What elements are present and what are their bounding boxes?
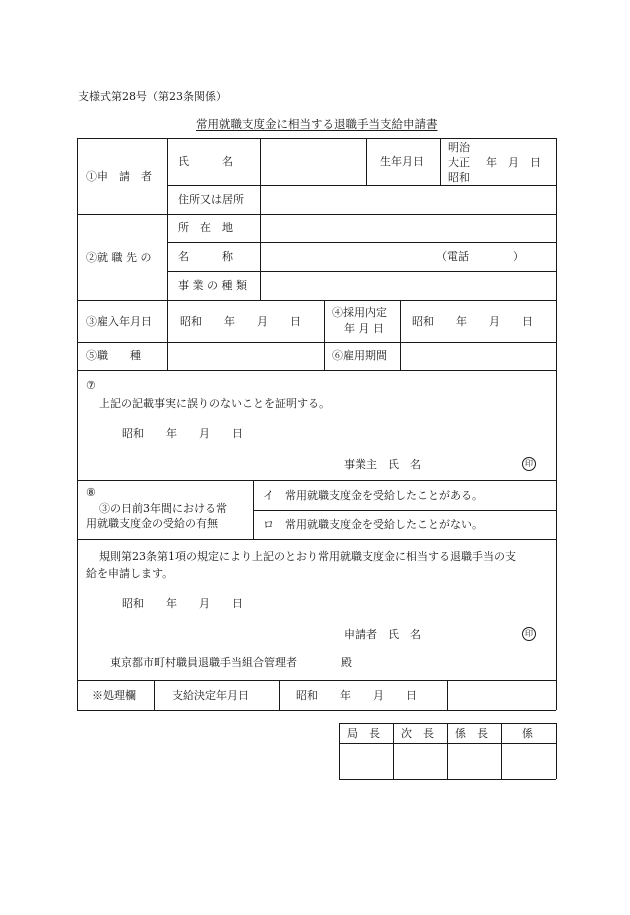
approval-director: 局 長 — [347, 727, 380, 740]
address-field[interactable] — [261, 186, 555, 213]
business-type-field[interactable] — [261, 272, 555, 299]
employer-seal-icon: 印 — [522, 457, 536, 471]
decision-date-label: 支給決定年月日 — [172, 689, 249, 702]
history-number: ⑧ — [86, 486, 96, 499]
decision-date-value[interactable]: 昭和 年 月 日 — [296, 689, 417, 702]
birth-date-label: 生年月日 — [380, 155, 424, 168]
job-type-field[interactable] — [168, 343, 323, 369]
name-field[interactable] — [261, 139, 365, 184]
application-text-2: 給を申請します。 — [86, 567, 174, 580]
employer-name-label: 名 称 — [178, 250, 233, 263]
era-showa: 昭和 — [448, 171, 470, 184]
application-text-1: 規則第23条第1項の規定により上記のとおり常用就職支度金に相当する退職手当の支 — [99, 550, 516, 563]
name-label: 氏 名 — [178, 155, 233, 168]
era-taisho: 大正 — [448, 156, 470, 169]
employer-label: ②就 職 先 の — [86, 251, 152, 264]
addressee: 東京都市町村職員退職手当組合管理者 殿 — [110, 656, 352, 669]
applicant-sign-label: 申請者 氏 名 — [344, 628, 421, 641]
hire-date-label: ③雇入年月日 — [86, 315, 152, 328]
form-number: 支様式第28号（第23条関係） — [78, 90, 227, 103]
job-type-label: ⑤職 種 — [86, 349, 141, 362]
history-text-2: 用就職支度金の受給の有無 — [86, 517, 218, 530]
offer-date-value[interactable]: 昭和 年 月 日 — [412, 315, 533, 328]
location-field[interactable] — [261, 215, 555, 241]
certification-number: ⑦ — [86, 379, 96, 392]
employer-sign-label: 事業主 氏 名 — [344, 458, 421, 471]
hire-date-value[interactable]: 昭和 年 月 日 — [180, 315, 301, 328]
location-label: 所 在 地 — [178, 221, 233, 234]
offer-date-label-2: 年 月 日 — [344, 322, 384, 335]
form-title: 常用就職支度金に相当する退職手当支給申請書 — [196, 117, 438, 131]
certification-date[interactable]: 昭和 年 月 日 — [122, 427, 243, 440]
employment-period-label: ⑥雇用期間 — [332, 349, 387, 362]
business-type-label: 事 業 の 種 類 — [178, 279, 247, 292]
approval-chief: 係 長 — [455, 727, 488, 740]
applicant-label: ①申 請 者 — [86, 170, 152, 183]
offer-date-label-1: ④採用内定 — [332, 306, 387, 319]
approval-staff: 係 — [522, 727, 533, 740]
phone-label: （電話 ） — [436, 250, 524, 263]
approval-deputy: 次 長 — [401, 727, 434, 740]
address-label: 住所又は居所 — [178, 193, 244, 206]
application-date[interactable]: 昭和 年 月 日 — [122, 597, 243, 610]
history-text-1: ③の日前3年間における常 — [99, 502, 227, 515]
processing-label: ※処理欄 — [92, 689, 136, 702]
applicant-seal-icon: 印 — [522, 627, 536, 641]
era-meiji: 明治 — [448, 141, 470, 154]
certification-text: 上記の記載事実に誤りのないことを証明する。 — [99, 397, 330, 410]
history-option-not-received[interactable]: ロ 常用就職支度金を受給したことがない。 — [263, 518, 483, 531]
employment-period-field[interactable] — [401, 343, 555, 369]
history-option-received[interactable]: イ 常用就職支度金を受給したことがある。 — [263, 489, 483, 502]
birth-date-ymd: 年 月 日 — [486, 156, 541, 169]
